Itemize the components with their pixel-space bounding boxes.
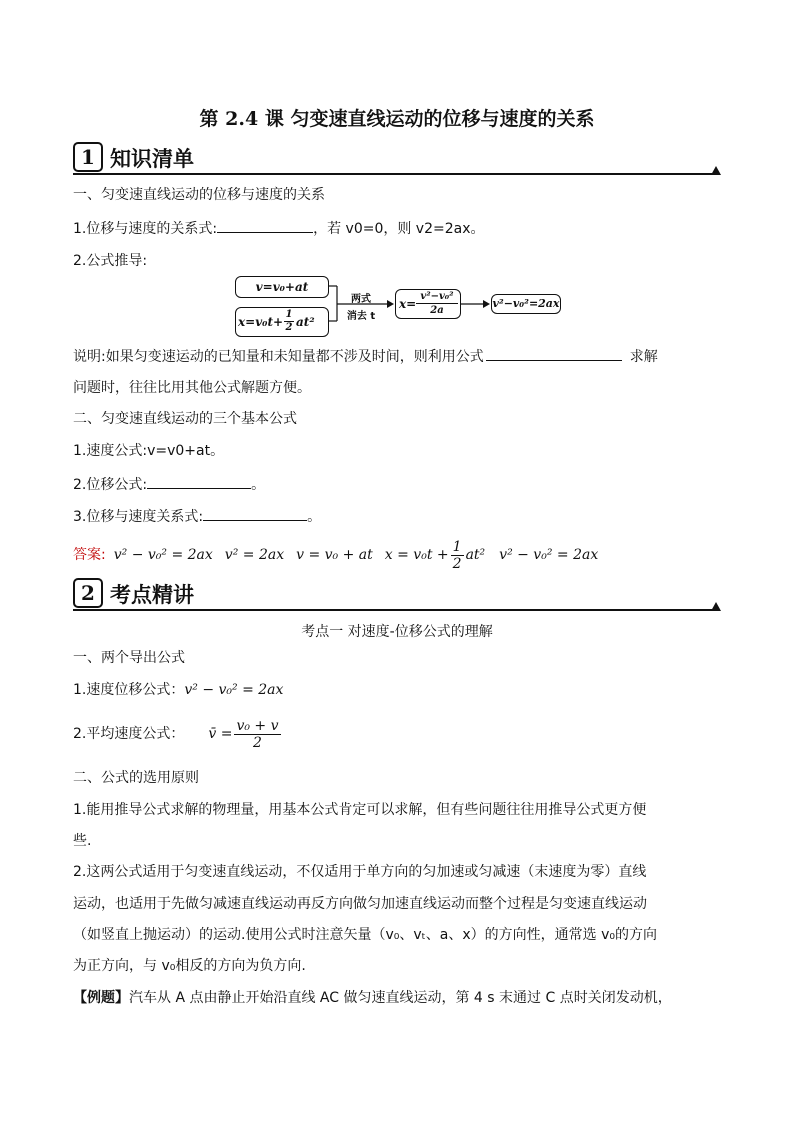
diagram-box2-part-b: at²	[296, 315, 315, 329]
note-line2: 问题时，往往比用其他公式解题方便。	[73, 380, 311, 396]
heading-three-formulas: 二、匀变速直线运动的三个基本公式	[73, 411, 297, 427]
answer-formula-4-pre: x = v₀t +	[384, 547, 449, 563]
para2-line2: 运动，也适用于先做匀减速直线运动再反方向做匀加速直线运动而整个过程是匀变速直线运动	[73, 896, 647, 912]
diagram-box-result-x	[395, 289, 461, 319]
key-point-subtitle: 考点一 对速度-位移公式的理解	[301, 624, 493, 640]
heading-displacement-velocity: 一、匀变速直线运动的位移与速度的关系	[73, 187, 325, 203]
example-line	[73, 988, 672, 1008]
derived1-line	[73, 680, 283, 700]
answer-formula-4-post: at²	[465, 547, 486, 563]
derivation-diagram	[233, 274, 563, 338]
section-label: 知识清单	[110, 147, 194, 171]
formula3-line	[73, 506, 321, 527]
heading-derived-formulas: 一、两个导出公式	[73, 650, 185, 666]
answer-formula-5: v² − v₀² = 2ax	[499, 547, 599, 563]
page-title: 第 2.4 课 匀变速直线运动的位移与速度的关系	[199, 108, 595, 130]
note-line1	[73, 346, 658, 367]
diagram-box2-frac-den: 2	[285, 322, 293, 333]
frac-numerator: 1	[452, 538, 462, 555]
para2-line4: 为正方向，与 v₀相反的方向为负方向.	[73, 958, 306, 974]
diagram-label-eliminate: 消去 t	[346, 311, 376, 322]
answer-formula-4-frac	[451, 539, 464, 572]
frac-numerator: v₀ + v	[236, 717, 279, 734]
para2-line3: （如竖直上抛运动）的运动.使用公式时注意矢量（v₀、vₜ、a、x）的方向性，通常选 v₀的方向	[73, 927, 657, 943]
derived1-prefix: 1.速度位移公式：	[73, 682, 185, 698]
para1-line1: 1.能用推导公式求解的物理量，用基本公式肯定可以求解，但有些问题往往用推导公式更方便	[73, 802, 647, 818]
formula1-line: 1.速度公式:v=v0+at。	[73, 443, 225, 459]
derived1-formula: v² − v₀² = 2ax	[184, 682, 284, 698]
example-text: 汽车从 A 点由静止开始沿直线 AC 做匀速直线运动，第 4 s 末通过 C 点时关闭发动机，	[129, 990, 672, 1006]
fill-blank	[147, 474, 251, 489]
fill-blank	[203, 506, 307, 521]
para2-line1: 2.这两公式适用于匀变速直线运动，不仅适用于单方向的匀加速或匀减速（末速度为零）直线	[73, 864, 647, 880]
diagram-box3-lhs: x=	[399, 297, 417, 311]
section-rule	[73, 609, 713, 611]
answer-formula-2: v² = 2ax	[224, 547, 285, 563]
formula3-suffix: 。	[307, 509, 322, 525]
section-label: 考点精讲	[110, 583, 194, 607]
fill-blank	[217, 218, 313, 233]
answer-line	[73, 535, 598, 575]
diagram-box3-den: 2a	[430, 305, 444, 316]
derived2-prefix: 2.平均速度公式：	[73, 726, 185, 742]
diagram-box3-num: v²−v₀²	[416, 290, 458, 304]
section-number: 2	[73, 578, 103, 608]
item1-line	[73, 218, 485, 239]
section-number: 1	[73, 142, 103, 172]
answer-formula-3: v = v₀ + at	[296, 547, 373, 563]
frac-denominator: 2	[253, 734, 262, 751]
answer-label: 答案:	[73, 547, 106, 563]
diagram-box-final: v²−v₀²=2ax	[491, 294, 561, 314]
note-suffix: 求解	[629, 349, 658, 365]
item1-suffix: ，若 v0=0，则 v2=2ax。	[313, 221, 485, 237]
formula2-suffix: 。	[251, 477, 266, 493]
diagram-label-combine: 两式	[351, 294, 371, 305]
answer-formula-1: v² − v₀² = 2ax	[113, 547, 213, 563]
formula2-prefix: 2.位移公式:	[73, 477, 148, 493]
triangle-icon	[711, 602, 721, 611]
derived2-lhs: v̄ =	[208, 726, 233, 742]
fill-blank	[486, 346, 622, 361]
frac-denominator: 2	[452, 555, 462, 572]
diagram-box2-frac-num: 1	[285, 309, 293, 320]
diagram-box2-part-a: x=v₀t+	[238, 315, 284, 329]
heading-selection-principle: 二、公式的选用原则	[73, 770, 199, 786]
section-rule	[73, 173, 713, 175]
section-header-key-points	[73, 578, 721, 612]
example-label: 【例题】	[73, 990, 129, 1006]
item1-prefix: 1.位移与速度的关系式:	[73, 221, 218, 237]
derived2-line	[73, 712, 283, 756]
para1-line2: 些.	[73, 833, 92, 849]
note-prefix: 说明:如果匀变速运动的已知量和未知量都不涉及时间，则利用公式	[73, 349, 484, 365]
derived2-fraction	[234, 718, 280, 751]
formula2-line	[73, 474, 265, 495]
formula3-prefix: 3.位移与速度关系式:	[73, 509, 204, 525]
section-header-knowledge	[73, 142, 721, 176]
item2-line: 2.公式推导:	[73, 253, 148, 269]
triangle-icon	[711, 166, 721, 175]
diagram-box-velocity: v=v₀+at	[235, 276, 329, 298]
